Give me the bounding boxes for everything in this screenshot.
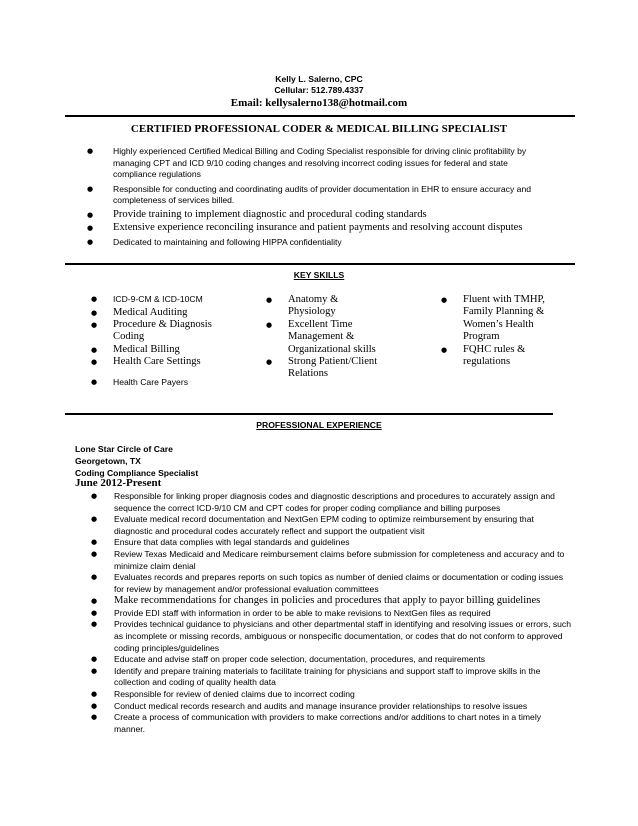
skill-item-text: Fluent with TMHP, Family Planning & Women’s Health Program xyxy=(463,294,545,343)
duty-item-text: Identify and prepare training materials to facilitate training for physicians and support staff to improve skills in the collection and coding of quality health data xyxy=(114,665,541,688)
bullet-icon: ● xyxy=(266,320,273,329)
bullet-icon: ● xyxy=(87,224,94,233)
skill-item-text: Procedure & Diagnosis Coding xyxy=(113,319,212,343)
bullet-icon: ● xyxy=(87,210,94,219)
contact-header xyxy=(0,73,638,96)
duty-item xyxy=(91,700,572,713)
summary-item xyxy=(87,236,543,249)
skills-column-1 xyxy=(91,294,233,388)
duty-item xyxy=(91,654,572,666)
skill-item-text: ICD-9-CM & ICD-10CM xyxy=(113,294,203,304)
skill-item xyxy=(91,343,233,356)
duty-item-text: Evaluate medical record documentation and NextGen EPM coding to optimize reimbursement by ensuring that diagnostic and procedural codes accurately reflect and support the outpatient visit xyxy=(114,514,534,536)
summary-item xyxy=(87,208,543,221)
bullet-icon: ● xyxy=(91,620,98,629)
bullet-icon: ● xyxy=(87,147,94,155)
skill-item xyxy=(91,294,233,306)
bullet-icon: ● xyxy=(91,655,98,664)
job-header xyxy=(75,443,198,479)
duty-item-text: Review Texas Medicaid and Medicare reimbursement claims before submission for completeness and accuracy and to minimize claim denial xyxy=(114,548,565,571)
duty-item-text: Evaluates records and prepares reports on such topics as number of denied claims or documentation or coding issues for review by management and/or professional evaluation committees xyxy=(114,572,564,594)
skill-item-text: FQHC rules & regulations xyxy=(463,343,526,368)
duty-item xyxy=(91,595,572,607)
bullet-icon: ● xyxy=(266,296,273,304)
bullet-icon: ● xyxy=(91,515,98,524)
bullet-icon: ● xyxy=(91,295,98,303)
experience-duties xyxy=(91,491,572,735)
skill-item-text: Strong Patient/Client Relations xyxy=(288,356,378,380)
summary-item xyxy=(87,183,543,207)
skill-item xyxy=(91,319,233,344)
bullet-icon: ● xyxy=(91,345,98,354)
key-skills-heading: KEY SKILLS xyxy=(293,270,345,280)
duty-item-text: Ensure that data complies with legal standards and guidelines xyxy=(114,537,350,548)
bullet-icon: ● xyxy=(441,345,448,354)
header-divider xyxy=(65,115,575,117)
duty-item-text: Educate and advise staff on proper code selection, documentation, procedures, and requirements xyxy=(114,654,486,665)
bullet-icon: ● xyxy=(91,358,98,367)
duty-item xyxy=(91,572,572,595)
bullet-icon: ● xyxy=(91,701,98,710)
phone-number: Cellular: 512.789.4337 xyxy=(274,85,364,95)
duty-item xyxy=(91,537,572,549)
bullet-icon: ● xyxy=(87,237,94,246)
duty-item-text: Provide EDI staff with information in order to be able to make revisions to NextGen files as required xyxy=(114,607,491,618)
skill-item-text: Health Care Settings xyxy=(113,356,201,368)
summary-item xyxy=(87,222,543,234)
job-title: Coding Compliance Specialist xyxy=(75,468,199,478)
bullet-icon: ● xyxy=(91,597,98,606)
duty-item-text: Conduct medical records research and audits and manage insurance provider relationships to resolve issues xyxy=(114,700,528,711)
bullet-icon: ● xyxy=(91,666,98,675)
summary-item xyxy=(87,146,543,181)
resume-title: CERTIFIED PROFESSIONAL CODER & MEDICAL BILLING SPECIALIST xyxy=(130,123,508,135)
bullet-icon: ● xyxy=(91,713,98,722)
summary-list xyxy=(87,146,543,248)
summary-item-text: Provide training to implement diagnostic and procedural coding standards xyxy=(113,208,427,220)
bullet-icon: ● xyxy=(91,321,98,329)
bullet-icon: ● xyxy=(91,377,98,386)
skills-column-2 xyxy=(266,294,388,381)
job-dates: June 2012-Present xyxy=(75,477,162,489)
skill-item-text: Medical Auditing xyxy=(113,306,188,318)
duty-item-text: Provides technical guidance to physicians and other departmental staff in identifying and resolving issues or errors, such as incomplete or missing records, ambiguous or nonspecific documentation, or codes that do not conform to approved coding principles/guidelines xyxy=(114,619,571,653)
skills-divider xyxy=(65,413,553,415)
duty-item xyxy=(91,665,572,689)
bullet-icon: ● xyxy=(91,538,98,547)
duty-item xyxy=(91,688,572,701)
duty-item-text: Responsible for review of denied claims due to incorrect coding xyxy=(114,688,355,699)
bullet-icon: ● xyxy=(87,184,94,193)
bullet-icon: ● xyxy=(91,492,98,500)
bullet-icon: ● xyxy=(91,689,98,698)
summary-divider xyxy=(65,263,575,265)
email-address: Email: kellysalerno138@hotmail.com xyxy=(230,97,408,109)
skill-item xyxy=(266,318,388,356)
bullet-icon: ● xyxy=(91,573,98,582)
skill-item xyxy=(441,343,563,369)
bullet-icon: ● xyxy=(266,358,273,367)
duty-item xyxy=(91,548,572,572)
duty-item-text: Responsible for linking proper diagnosis codes and diagnostic descriptions and procedures to accurately assign and sequence the correct ICD-9/10 CM and CPT codes for proper coding compliance and billing purposes xyxy=(114,491,555,513)
summary-item-text: Highly experienced Certified Medical Billing and Coding Specialist responsible for driving clinic profitability by managing CPT and ICD 9/10 coding changes and resolving incorrect coding issues for federal and state compliance regulations xyxy=(113,146,527,180)
skill-item xyxy=(441,294,563,344)
skills-column-3 xyxy=(441,294,563,368)
skill-item xyxy=(91,356,233,368)
bullet-icon: ● xyxy=(91,608,98,617)
skill-item-text: Medical Billing xyxy=(113,343,180,355)
experience-heading: PROFESSIONAL EXPERIENCE xyxy=(256,420,382,430)
duty-item-text: Create a process of communication with providers to make corrections and/or additions to chart notes in a timely manner. xyxy=(114,712,542,734)
duty-item xyxy=(91,514,572,537)
bullet-icon: ● xyxy=(91,549,98,558)
candidate-name: Kelly L. Salerno, CPC xyxy=(275,74,363,84)
bullet-icon: ● xyxy=(441,296,448,304)
skill-item-text: Health Care Payers xyxy=(113,376,188,387)
duty-item xyxy=(91,491,572,514)
employer-name: Lone Star Circle of Care xyxy=(75,444,173,454)
skill-item xyxy=(266,294,388,319)
bullet-icon: ● xyxy=(91,308,98,317)
duty-item-text: Make recommendations for changes in policies and procedures that apply to payor billing guidelines xyxy=(114,595,541,607)
employer-location: Georgetown, TX xyxy=(75,456,141,466)
skill-item xyxy=(266,356,388,381)
skill-item-text: Anatomy & Physiology xyxy=(288,294,339,318)
skill-item-text: Excellent Time Management & Organizational skills xyxy=(288,318,376,355)
duty-item xyxy=(91,712,572,735)
summary-item-text: Extensive experience reconciling insurance and patient payments and resolving account disputes xyxy=(113,222,523,234)
summary-item-text: Responsible for conducting and coordinating audits of provider documentation in EHR to ensure accuracy and completeness of services billed. xyxy=(113,183,532,206)
summary-item-text: Dedicated to maintaining and following HIPPA confidentiality xyxy=(113,236,342,247)
skill-item xyxy=(91,376,233,389)
duty-item xyxy=(91,607,572,620)
duty-item xyxy=(91,619,572,654)
skill-item xyxy=(91,306,233,319)
